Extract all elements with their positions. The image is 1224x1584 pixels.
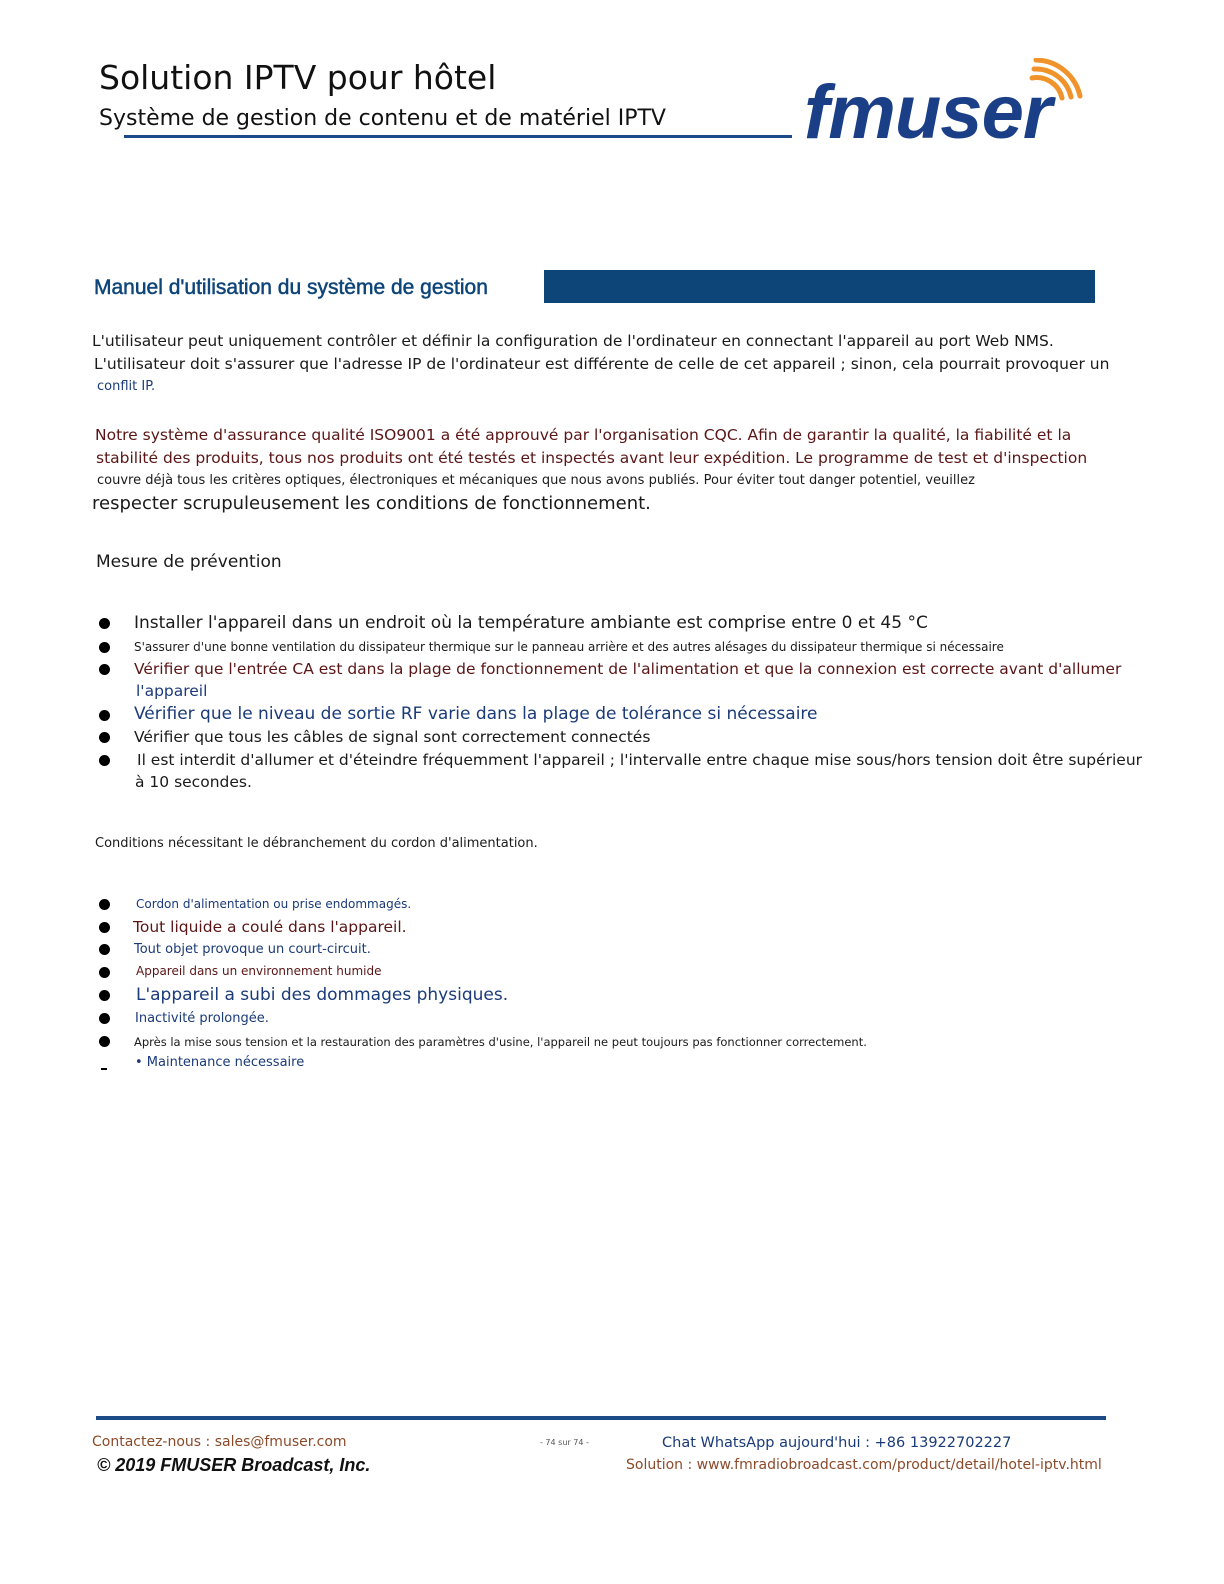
unplug-item-3: Tout objet provoque un court-circuit.	[134, 942, 371, 957]
bullet-icon	[99, 944, 110, 955]
prevention-item-4: Vérifier que le niveau de sortie RF varie dans la plage de tolérance si nécessaire	[134, 704, 818, 724]
bullet-icon	[99, 664, 110, 675]
logo-text: fmuser	[804, 70, 1052, 150]
document-title: Solution IPTV pour hôtel	[99, 58, 497, 97]
bullet-icon	[99, 1036, 110, 1047]
quality-line-1: Notre système d'assurance qualité ISO9001 a été approuvé par l'organisation CQC. Afin de garantir la qualité, la fiabilité et la	[95, 426, 1072, 444]
bullet-icon	[99, 755, 110, 766]
bullet-icon	[99, 899, 110, 910]
bullet-icon	[99, 990, 110, 1001]
footer-whatsapp[interactable]: Chat WhatsApp aujourd'hui : +86 13922702227	[662, 1435, 1012, 1451]
footer-rule	[96, 1416, 1106, 1420]
document-subtitle: Système de gestion de contenu et de matériel IPTV	[99, 106, 666, 131]
dash-mark	[101, 1068, 107, 1070]
unplug-item-6: Inactivité prolongée.	[135, 1011, 269, 1026]
footer-contact[interactable]: Contactez-nous : sales@fmuser.com	[92, 1434, 347, 1450]
prevention-item-2: S'assurer d'une bonne ventilation du dissipateur thermique sur le panneau arrière et des autres alésages du dissipateur thermique si nécessaire	[134, 640, 1004, 654]
intro-line-2: L'utilisateur doit s'assurer que l'adresse IP de l'ordinateur est différente de celle de cet appareil ; sinon, cela pourrait provoquer un	[94, 355, 1110, 373]
intro-line-3: conflit IP.	[97, 379, 156, 394]
bullet-icon	[99, 642, 110, 653]
unplug-item-8: • Maintenance nécessaire	[135, 1055, 305, 1070]
quality-line-3: couvre déjà tous les critères optiques, électroniques et mécaniques que nous avons publiés. Pour éviter tout danger potentiel, veuillez	[97, 473, 975, 488]
prevention-item-1: Installer l'appareil dans un endroit où la température ambiante est comprise entre 0 et 45 °C	[134, 613, 928, 633]
bullet-icon	[99, 710, 110, 721]
unplug-item-4: Appareil dans un environnement humide	[136, 964, 382, 978]
unplug-item-5: L'appareil a subi des dommages physiques.	[136, 985, 509, 1005]
unplug-item-7: Après la mise sous tension et la restauration des paramètres d'usine, l'appareil ne peut toujours pas fonctionner correctement.	[134, 1035, 867, 1049]
unplug-item-1: Cordon d'alimentation ou prise endommagés.	[136, 897, 412, 911]
bullet-icon	[99, 922, 110, 933]
bullet-icon	[99, 967, 110, 978]
prevention-item-3: Vérifier que l'entrée CA est dans la plage de fonctionnement de l'alimentation et que la connexion est correcte avant d'allumer	[134, 660, 1122, 678]
prevention-item-6-cont: à 10 secondes.	[135, 773, 252, 791]
quality-line-4: respecter scrupuleusement les conditions de fonctionnement.	[92, 493, 651, 514]
prevention-heading: Mesure de prévention	[96, 552, 282, 572]
unplug-item-2: Tout liquide a coulé dans l'appareil.	[133, 918, 407, 936]
unplug-heading: Conditions nécessitant le débranchement du cordon d'alimentation.	[95, 836, 538, 851]
page-number: - 74 sur 74 -	[540, 1438, 589, 1447]
bullet-icon	[99, 732, 110, 743]
fmuser-logo	[800, 58, 1100, 150]
header-rule	[124, 135, 792, 138]
prevention-item-6: Il est interdit d'allumer et d'éteindre fréquemment l'appareil ; l'intervalle entre chaque mise sous/hors tension doit être supérieur	[137, 751, 1143, 769]
bullet-icon	[99, 1013, 110, 1024]
intro-line-1: L'utilisateur peut uniquement contrôler et définir la configuration de l'ordinateur en connectant l'appareil au port Web NMS.	[92, 332, 1054, 350]
quality-line-2: stabilité des produits, tous nos produits ont été testés et inspectés avant leur expédition. Le programme de test et d'inspection	[96, 449, 1088, 467]
footer-copyright: © 2019 FMUSER Broadcast, Inc.	[97, 1455, 371, 1475]
section-title: Manuel d'utilisation du système de gestion	[94, 276, 488, 299]
footer-solution-link[interactable]: Solution : www.fmradiobroadcast.com/product/detail/hotel-iptv.html	[626, 1457, 1102, 1473]
prevention-item-5: Vérifier que tous les câbles de signal sont correctement connectés	[134, 728, 651, 746]
bullet-icon	[99, 618, 110, 629]
prevention-item-3-cont: l'appareil	[136, 682, 208, 700]
